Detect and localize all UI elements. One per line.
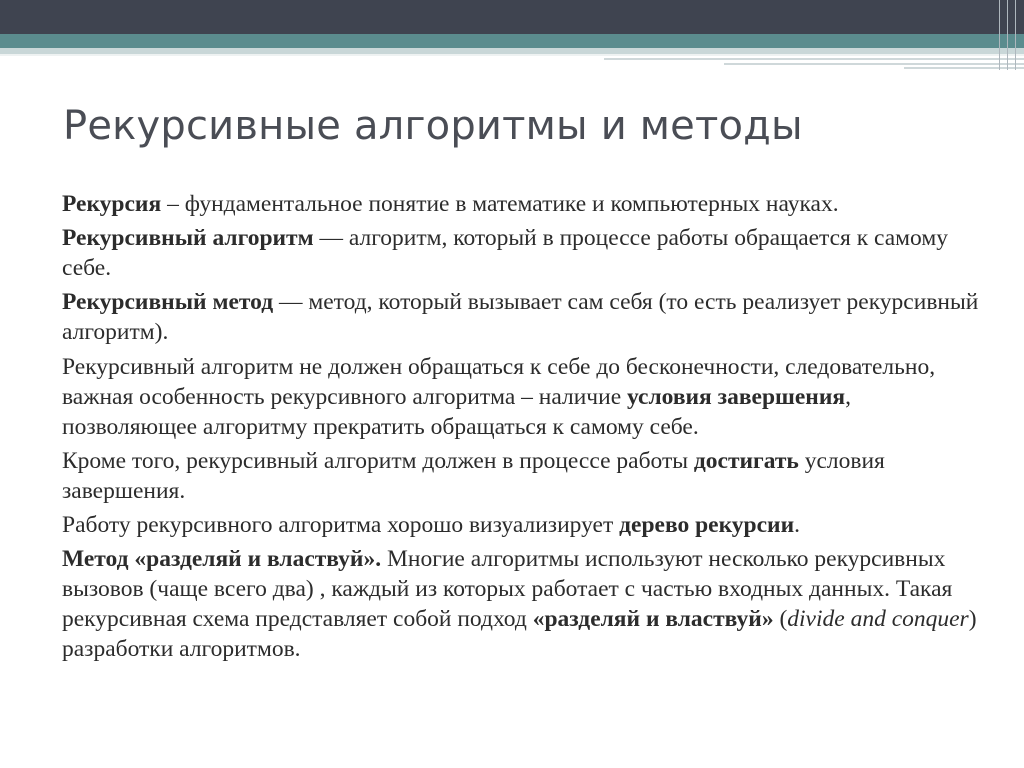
body-paragraph — [62, 287, 982, 347]
slide-title: Рекурсивные алгоритмы и методы — [63, 103, 803, 149]
text-run: , позволяющее алгоритму прекратить обращаться к самому себе. — [62, 383, 851, 440]
text-run: Рекурсивный алгоритм не должен обращаться к себе до бесконечности, следовательно, важная особенность рекурсивного алгоритма – наличие — [62, 353, 936, 410]
text-run: ( — [773, 606, 788, 633]
header-band — [0, 0, 1024, 34]
text-run: условия завершения. — [62, 447, 885, 504]
bold-term: дерево рекурсии — [619, 511, 795, 538]
text-run: – фундаментальное понятие в математике и компьютерных науках. — [161, 191, 839, 217]
bold-term: Рекурсивный метод — [62, 289, 274, 316]
text-run: . — [794, 511, 801, 538]
bold-term: Рекурсивный алгоритм — [62, 225, 314, 252]
body-paragraph — [62, 544, 982, 664]
bold-term: «разделяй и властвуй» — [532, 606, 774, 633]
body-paragraph — [62, 352, 982, 442]
header-decor-lines — [604, 56, 1024, 70]
italic-term: divide and conquer — [787, 606, 969, 633]
body-paragraph — [62, 223, 982, 283]
text-run: Многие алгоритмы используют несколько рекурсивных вызовов (чаще всего два) , каждый из которых работает с частью входных данных. Такая рекурсивная схема представляет собой подход — [62, 546, 953, 633]
corner-decor-lines — [990, 0, 1024, 70]
header-teal-stripe — [0, 34, 1024, 48]
bold-term: достигать — [693, 447, 799, 474]
body-paragraph — [62, 446, 982, 506]
text-run: Работу рекурсивного алгоритма хорошо визуализирует — [62, 511, 620, 538]
text-run: — алгоритм, который в процессе работы обращается к самому себе. — [62, 225, 948, 282]
body-paragraph — [62, 510, 982, 540]
text-run: — метод, который вызывает сам себя (то есть реализует рекурсивный алгоритм). — [62, 289, 979, 346]
body-paragraph — [62, 189, 982, 219]
bold-term: Метод «разделяй и властвуй». — [62, 546, 382, 573]
text-run: Кроме того, рекурсивный алгоритм должен в процессе работы — [62, 447, 694, 474]
bold-term: условия завершения — [627, 383, 846, 410]
bold-term: Рекурсия — [62, 191, 162, 217]
text-run: ) разработки алгоритмов. — [62, 606, 977, 663]
slide-body — [62, 189, 982, 668]
